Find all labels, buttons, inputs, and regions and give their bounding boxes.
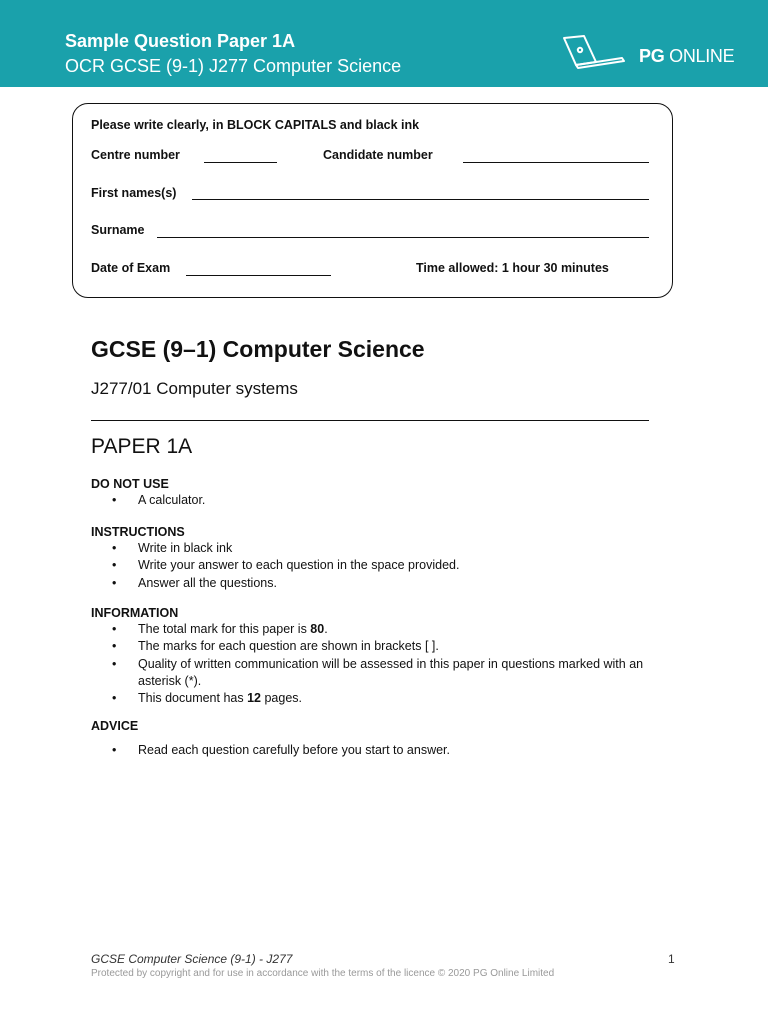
list-item: • Write in black ink — [112, 540, 672, 557]
list-item: • Answer all the questions. — [112, 575, 672, 592]
centre-number-label: Centre number — [91, 148, 180, 162]
do-not-use-list — [112, 492, 672, 509]
centre-number-field[interactable] — [204, 162, 277, 163]
list-item: • This document has 12 pages. — [112, 690, 672, 707]
first-names-label: First names(s) — [91, 186, 177, 200]
time-allowed: Time allowed: 1 hour 30 minutes — [416, 261, 609, 275]
date-of-exam-label: Date of Exam — [91, 261, 171, 275]
do-not-use-heading: DO NOT USE — [91, 477, 169, 491]
header-banner — [0, 0, 768, 87]
list-item: • Write your answer to each question in the space provided. — [112, 557, 672, 574]
information-heading: INFORMATION — [91, 606, 179, 620]
list-item: • The marks for each question are shown in brackets [ ]. — [112, 638, 672, 655]
page-count-value: 12 — [247, 691, 261, 706]
page-number: 1 — [668, 952, 675, 966]
total-marks-value: 80 — [310, 622, 325, 636]
copyright-notice: Protected by copyright and for use in accordance with the terms of the licence © 2020 PG Online Limited — [91, 968, 555, 979]
paper-series-title: Sample Question Paper 1A — [65, 31, 296, 51]
title-divider — [91, 420, 649, 421]
instructions-list — [112, 540, 672, 592]
candidate-number-label: Candidate number — [323, 148, 433, 162]
paper-subtitle: J277/01 Computer systems — [91, 379, 298, 398]
list-item: • The total mark for this paper is 80. — [112, 621, 672, 638]
paper-label: PAPER 1A — [91, 435, 193, 458]
instructions-heading: INSTRUCTIONS — [91, 525, 185, 539]
candidate-number-field[interactable] — [463, 162, 649, 163]
information-list — [112, 621, 672, 707]
pg-online-logo — [560, 34, 750, 74]
date-of-exam-field[interactable] — [186, 275, 331, 276]
laptop-icon — [560, 34, 636, 74]
first-names-field[interactable] — [192, 199, 649, 200]
footer-course: GCSE Computer Science (9-1) - J277 — [91, 952, 293, 966]
list-item: • Read each question carefully before you start to answer. — [112, 742, 672, 759]
paper-series-subtitle: OCR GCSE (9-1) J277 Computer Science — [65, 56, 402, 76]
advice-list — [112, 742, 672, 759]
form-instruction: Please write clearly, in BLOCK CAPITALS and black ink — [91, 118, 420, 132]
advice-heading: ADVICE — [91, 719, 139, 733]
list-item: • Quality of written communication will be assessed in this paper in questions marked with an asterisk (*). — [112, 656, 672, 691]
paper-title: GCSE (9–1) Computer Science — [91, 336, 425, 362]
surname-field[interactable] — [157, 237, 649, 238]
logo-wordmark: PG ONLINE — [639, 46, 735, 66]
surname-label: Surname — [91, 223, 145, 237]
list-item: • A calculator. — [112, 492, 672, 509]
